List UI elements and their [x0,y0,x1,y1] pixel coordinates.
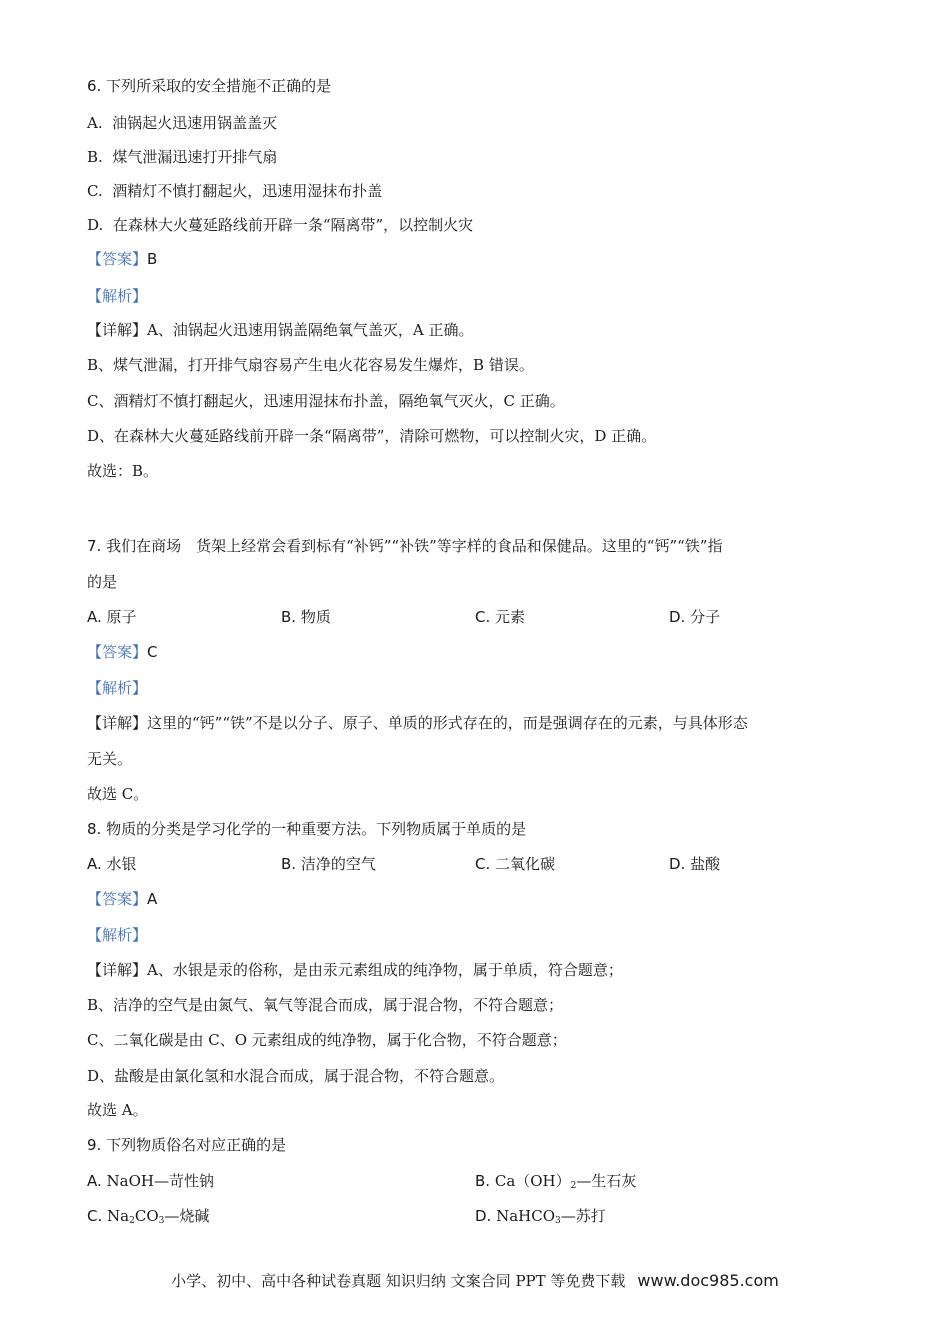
detail-line [87,426,656,446]
answer-value: B [147,250,158,268]
option-c [475,854,555,874]
option-a [87,1171,214,1191]
question-text: 下列所采取的安全措施不正确的是 [106,77,332,95]
conclusion [87,1100,148,1120]
option-a [87,854,137,874]
question-text: 我们在商场 货架上经常会看到标有“补钙”“补铁”等字样的食品和保健品。这里的“钙”“铁”指 [106,537,723,555]
option-text: 二氧化碳 [495,855,556,873]
detail-text: C、二氧化碳是由 C、O 元素组成的纯净物，属于化合物，不符合题意； [87,1031,567,1049]
formula-text: Ca（OH） [494,1172,571,1190]
detail-tag: 【详解】 [87,961,148,979]
option-d [87,215,473,235]
detail-text: 这里的“钙”“铁”不是以分子、原子、单质的形式存在的，而是强调存在的元素，与具体形态 [147,714,748,732]
formula-subscript: 2 [570,1181,577,1191]
footer-site-link[interactable]: www.doc985.com [637,1271,779,1290]
option-d [669,854,720,874]
detail-text: D、盐酸是由氯化氢和水混合而成，属于混合物，不符合题意。 [87,1067,505,1085]
detail-text: B、煤气泄漏，打开排气扇容易产生电火花容易发生爆炸，B 错误。 [87,356,534,374]
option-letter: B. [87,148,103,166]
option-text: 在森林大火蔓延路线前开辟一条“隔离带”，以控制火灾 [112,216,474,234]
question-text: 的是 [87,573,118,591]
option-letter: B. [475,1172,491,1190]
option-text: 元素 [495,608,526,626]
option-text: 分子 [690,608,721,626]
option-a [87,113,277,133]
option-text: 盐酸 [690,855,721,873]
option-letter: A. [87,114,103,132]
question-text: 物质的分类是学习化学的一种重要方法。下列物质属于单质的是 [106,820,527,838]
detail-text: D、在森林大火蔓延路线前开辟一条“隔离带”，清除可燃物，可以控制火灾，D 正确。 [87,427,657,445]
formula-subscript: 2 [129,1216,135,1226]
conclusion [87,784,148,804]
option-text: —烧碱 [164,1207,210,1225]
answer-line [87,642,158,662]
analysis-label: 【解析】 [87,926,148,944]
option-letter: C. [87,1207,103,1225]
detail-line [87,391,565,411]
option-d [475,1206,606,1231]
option-letter: A. [87,608,102,626]
option-c [87,181,382,201]
question-number: 9. [87,1136,102,1154]
option-letter: D. [475,1207,492,1225]
option-b [475,1171,636,1196]
answer-value: C [147,643,158,661]
answer-line [87,889,157,909]
detail-text: A、油锅起火迅速用锅盖隔绝氧气盖灭，A 正确。 [147,321,474,339]
option-letter: C. [475,608,491,626]
option-letter: C. [87,182,103,200]
option-letter: D. [87,216,104,234]
question-7-stem [87,536,722,556]
question-9-stem [87,1135,286,1155]
option-letter: A. [87,1172,102,1190]
question-number: 6. [87,77,102,95]
option-text: —生石灰 [576,1172,637,1190]
option-c [475,607,525,627]
conclusion-text: 故选 C。 [87,785,149,803]
option-text: —苏打 [560,1207,606,1225]
answer-line [87,249,157,269]
detail-text: 无关。 [87,750,133,768]
analysis-label: 【解析】 [87,287,148,305]
analysis-tag [87,678,147,698]
option-letter: B. [281,855,297,873]
option-a [87,607,137,627]
detail-text: C、酒精灯不慎打翻起火，迅速用湿抹布扑盖，隔绝氧气灭火，C 正确。 [87,392,565,410]
footer-text: 小学、初中、高中各种试卷真题 知识归纳 文案合同 PPT 等免费下载 [171,1272,626,1290]
question-number: 8. [87,820,102,838]
option-text: 水银 [106,855,137,873]
answer-value: A [147,890,158,908]
detail-line [87,960,623,980]
option-c [87,1206,209,1231]
conclusion [87,461,158,481]
detail-line [87,995,563,1015]
detail-line [87,320,473,340]
analysis-tag [87,925,147,945]
option-text: 煤气泄漏迅速打开排气扇 [112,148,278,166]
question-6-stem [87,76,331,96]
answer-tag: 【答案】 [87,250,148,268]
formula-text: CO [134,1207,159,1225]
option-text: 油锅起火迅速用锅盖盖灭 [112,114,278,132]
option-d [669,607,720,627]
page-footer [0,1270,950,1291]
question-number: 7. [87,537,102,555]
option-b [281,854,376,874]
option-b [87,147,277,167]
option-letter: D. [669,855,686,873]
conclusion-text: 故选：B。 [87,462,159,480]
analysis-tag [87,286,147,306]
question-8-stem [87,819,526,839]
option-letter: B. [281,608,297,626]
detail-text: B、洁净的空气是由氮气、氧气等混合而成，属于混合物，不符合题意； [87,996,564,1014]
detail-line [87,1030,567,1050]
detail-text: A、水银是汞的俗称，是由汞元素组成的纯净物，属于单质，符合题意； [147,961,623,979]
detail-tag: 【详解】 [87,321,148,339]
detail-tag: 【详解】 [87,714,148,732]
detail-line [87,1066,504,1086]
question-text: 下列物质俗名对应正确的是 [106,1136,287,1154]
formula-text: NaHCO [496,1207,556,1225]
option-text: NaOH—苛性钠 [106,1172,214,1190]
option-text: 原子 [106,608,137,626]
options-row [87,854,877,876]
option-letter: C. [475,855,491,873]
analysis-label: 【解析】 [87,679,148,697]
option-b [281,607,331,627]
detail-line [87,713,748,733]
options-row [87,607,877,629]
conclusion-text: 故选 A。 [87,1101,148,1119]
formula-text: Na [107,1207,130,1225]
option-text: 酒精灯不慎打翻起火，迅速用湿抹布扑盖 [112,182,383,200]
option-letter: A. [87,855,102,873]
options-row [87,1171,877,1193]
option-text: 物质 [300,608,331,626]
option-letter: D. [669,608,686,626]
detail-line [87,355,534,375]
answer-tag: 【答案】 [87,643,148,661]
answer-tag: 【答案】 [87,890,148,908]
formula-subscript: 3 [158,1216,165,1226]
detail-line [87,749,132,769]
option-text: 洁净的空气 [300,855,376,873]
options-row [87,1206,877,1228]
formula-subscript: 3 [555,1216,561,1226]
question-7-stem-cont [87,572,117,592]
